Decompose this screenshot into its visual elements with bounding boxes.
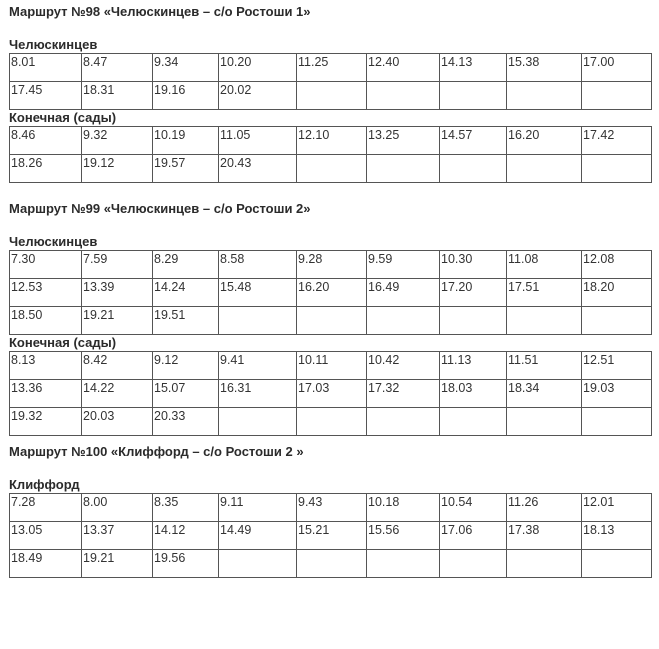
time-cell: 17.00 xyxy=(582,54,652,82)
route-100-stop-1-title: Клиффорд xyxy=(9,477,80,492)
route-99-stop-1-title: Челюскинцев xyxy=(9,234,98,249)
time-cell: 18.13 xyxy=(582,522,652,550)
time-cell xyxy=(219,307,297,335)
time-cell: 18.03 xyxy=(440,380,507,408)
time-cell: 8.01 xyxy=(10,54,82,82)
time-cell: 17.45 xyxy=(10,82,82,110)
time-cell xyxy=(507,307,582,335)
time-cell: 10.54 xyxy=(440,494,507,522)
table-row xyxy=(10,380,652,408)
time-cell: 12.51 xyxy=(582,352,652,380)
time-cell xyxy=(507,155,582,183)
time-cell: 19.57 xyxy=(153,155,219,183)
time-cell xyxy=(582,550,652,578)
route-99-stop-1-table xyxy=(9,250,652,335)
time-cell: 15.38 xyxy=(507,54,582,82)
time-cell xyxy=(297,550,367,578)
table-row xyxy=(10,82,652,110)
time-cell: 16.31 xyxy=(219,380,297,408)
time-cell: 8.46 xyxy=(10,127,82,155)
time-cell xyxy=(440,550,507,578)
time-cell: 19.16 xyxy=(153,82,219,110)
time-cell: 11.26 xyxy=(507,494,582,522)
table-row xyxy=(10,127,652,155)
time-cell: 9.32 xyxy=(82,127,153,155)
table-row xyxy=(10,494,652,522)
table-row xyxy=(10,408,652,436)
time-cell: 15.21 xyxy=(297,522,367,550)
time-cell: 10.42 xyxy=(367,352,440,380)
time-cell: 20.43 xyxy=(219,155,297,183)
table-row xyxy=(10,307,652,335)
time-cell: 17.32 xyxy=(367,380,440,408)
time-cell: 13.36 xyxy=(10,380,82,408)
time-cell: 17.20 xyxy=(440,279,507,307)
time-cell xyxy=(297,408,367,436)
time-cell: 15.56 xyxy=(367,522,440,550)
time-cell: 9.59 xyxy=(367,251,440,279)
time-cell: 11.05 xyxy=(219,127,297,155)
time-cell xyxy=(440,408,507,436)
table-row xyxy=(10,251,652,279)
time-cell: 17.38 xyxy=(507,522,582,550)
time-cell: 9.41 xyxy=(219,352,297,380)
time-cell: 17.42 xyxy=(582,127,652,155)
time-cell xyxy=(582,155,652,183)
time-cell: 9.43 xyxy=(297,494,367,522)
time-cell: 12.01 xyxy=(582,494,652,522)
time-cell: 15.07 xyxy=(153,380,219,408)
time-cell: 15.48 xyxy=(219,279,297,307)
time-cell: 9.12 xyxy=(153,352,219,380)
route-98-title: Маршрут №98 «Челюскинцев – с/о Ростоши 1» xyxy=(9,4,311,19)
route-99-stop-2-title: Конечная (сады) xyxy=(9,335,117,350)
time-cell: 19.21 xyxy=(82,307,153,335)
table-row xyxy=(10,279,652,307)
time-cell: 8.58 xyxy=(219,251,297,279)
time-cell: 8.47 xyxy=(82,54,153,82)
time-cell: 19.12 xyxy=(82,155,153,183)
time-cell xyxy=(507,550,582,578)
time-cell: 14.22 xyxy=(82,380,153,408)
table-row xyxy=(10,54,652,82)
time-cell: 14.49 xyxy=(219,522,297,550)
time-cell: 10.30 xyxy=(440,251,507,279)
time-cell: 18.31 xyxy=(82,82,153,110)
time-cell: 7.30 xyxy=(10,251,82,279)
time-cell: 8.29 xyxy=(153,251,219,279)
time-cell xyxy=(507,408,582,436)
time-cell: 13.05 xyxy=(10,522,82,550)
time-cell: 8.35 xyxy=(153,494,219,522)
time-cell: 17.51 xyxy=(507,279,582,307)
time-cell: 16.20 xyxy=(297,279,367,307)
time-cell: 18.34 xyxy=(507,380,582,408)
time-cell: 12.10 xyxy=(297,127,367,155)
time-cell: 19.32 xyxy=(10,408,82,436)
time-cell: 14.57 xyxy=(440,127,507,155)
time-cell xyxy=(582,307,652,335)
route-98-stop-1-title: Челюскинцев xyxy=(9,37,98,52)
time-cell: 19.56 xyxy=(153,550,219,578)
time-cell: 18.49 xyxy=(10,550,82,578)
table-row xyxy=(10,550,652,578)
time-cell: 17.03 xyxy=(297,380,367,408)
table-row xyxy=(10,352,652,380)
time-cell xyxy=(440,155,507,183)
route-98-stop-1-table xyxy=(9,53,652,110)
time-cell xyxy=(440,307,507,335)
time-cell xyxy=(367,307,440,335)
time-cell xyxy=(219,550,297,578)
time-cell: 18.20 xyxy=(582,279,652,307)
time-cell: 16.49 xyxy=(367,279,440,307)
time-cell xyxy=(582,408,652,436)
time-cell: 13.39 xyxy=(82,279,153,307)
time-cell xyxy=(367,550,440,578)
time-cell: 19.03 xyxy=(582,380,652,408)
time-cell: 12.08 xyxy=(582,251,652,279)
time-cell xyxy=(440,82,507,110)
time-cell: 11.51 xyxy=(507,352,582,380)
time-cell: 9.11 xyxy=(219,494,297,522)
time-cell xyxy=(507,82,582,110)
table-row xyxy=(10,155,652,183)
time-cell: 7.59 xyxy=(82,251,153,279)
time-cell xyxy=(297,307,367,335)
time-cell: 12.40 xyxy=(367,54,440,82)
time-cell: 10.20 xyxy=(219,54,297,82)
time-cell: 13.37 xyxy=(82,522,153,550)
time-cell: 19.21 xyxy=(82,550,153,578)
route-99-title: Маршрут №99 «Челюскинцев – с/о Ростоши 2» xyxy=(9,201,311,216)
time-cell: 11.25 xyxy=(297,54,367,82)
time-cell: 14.24 xyxy=(153,279,219,307)
time-cell: 20.33 xyxy=(153,408,219,436)
time-cell xyxy=(297,155,367,183)
time-cell: 10.18 xyxy=(367,494,440,522)
time-cell xyxy=(219,408,297,436)
time-cell: 8.13 xyxy=(10,352,82,380)
time-cell: 11.08 xyxy=(507,251,582,279)
time-cell: 8.00 xyxy=(82,494,153,522)
time-cell: 17.06 xyxy=(440,522,507,550)
route-100-title: Маршрут №100 «Клиффорд – с/о Ростоши 2 » xyxy=(9,444,304,459)
time-cell xyxy=(297,82,367,110)
route-99-stop-2-table xyxy=(9,351,652,436)
time-cell: 20.02 xyxy=(219,82,297,110)
time-cell: 14.13 xyxy=(440,54,507,82)
route-98-stop-2-title: Конечная (сады) xyxy=(9,110,117,125)
time-cell: 13.25 xyxy=(367,127,440,155)
time-cell: 16.20 xyxy=(507,127,582,155)
time-cell: 9.34 xyxy=(153,54,219,82)
time-cell: 18.26 xyxy=(10,155,82,183)
time-cell: 14.12 xyxy=(153,522,219,550)
time-cell: 19.51 xyxy=(153,307,219,335)
time-cell: 12.53 xyxy=(10,279,82,307)
time-cell xyxy=(367,408,440,436)
time-cell: 20.03 xyxy=(82,408,153,436)
time-cell: 10.11 xyxy=(297,352,367,380)
time-cell xyxy=(582,82,652,110)
time-cell: 9.28 xyxy=(297,251,367,279)
time-cell xyxy=(367,82,440,110)
route-98-stop-2-table xyxy=(9,126,652,183)
table-row xyxy=(10,522,652,550)
time-cell: 8.42 xyxy=(82,352,153,380)
time-cell xyxy=(367,155,440,183)
route-100-stop-1-table xyxy=(9,493,652,578)
time-cell: 10.19 xyxy=(153,127,219,155)
time-cell: 11.13 xyxy=(440,352,507,380)
time-cell: 7.28 xyxy=(10,494,82,522)
time-cell: 18.50 xyxy=(10,307,82,335)
